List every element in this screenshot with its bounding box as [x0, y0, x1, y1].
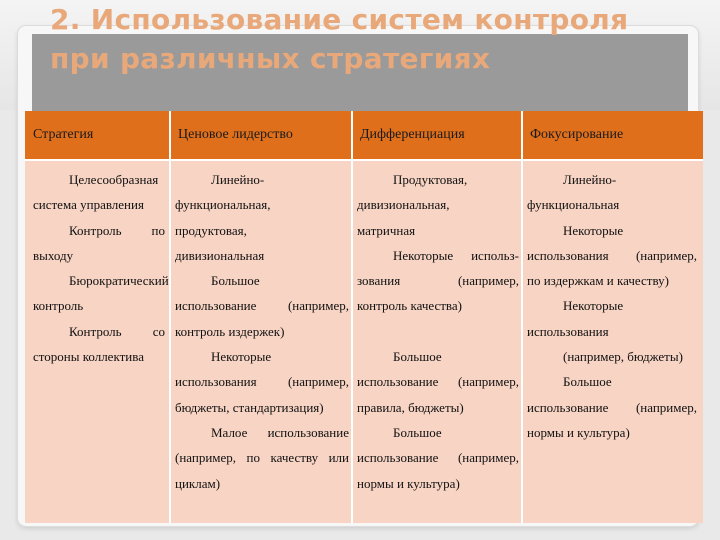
table-line: бюджеты, стандартизация): [175, 399, 324, 415]
table-line: контроль качества): [357, 298, 462, 314]
table-line: [357, 319, 519, 344]
table-line: нормы и культура): [357, 475, 460, 491]
table-line: Контроль со: [69, 323, 165, 339]
table-line: циклам): [175, 475, 221, 491]
cell-focusing: [527, 159, 697, 445]
column-divider: [521, 111, 523, 523]
table-line: по издержкам и качеству): [527, 273, 669, 289]
header-focusing: Фокусирование: [522, 111, 703, 159]
table-line: зования (например,: [357, 273, 519, 289]
table-line: продуктовая,: [175, 222, 247, 238]
column-divider: [351, 111, 353, 523]
table-line: использование (например,: [175, 298, 349, 314]
table-line: использование (например,: [527, 399, 697, 415]
table-line: Некоторые: [563, 222, 624, 238]
table-line: Большое: [563, 374, 612, 390]
table-line: использования (например,: [175, 374, 349, 390]
cell-strategy: [33, 159, 169, 369]
table-line: Некоторые: [211, 349, 272, 365]
table-line: правила, бюджеты): [357, 399, 464, 415]
table-line: выходу: [33, 247, 74, 263]
table-line: функциональная,: [175, 197, 271, 213]
table-line: Некоторые: [563, 298, 624, 314]
table-line: контроль: [33, 298, 84, 314]
table-line: Продуктовая,: [393, 172, 468, 187]
table-line: использования: [527, 323, 609, 339]
slide-title: 2. Использование систем контроля при различных стратегиях: [50, 3, 629, 75]
table-line: Контроль по: [69, 222, 165, 238]
table-line: (например, бюджеты): [563, 349, 683, 365]
table-line: контроль издержек): [175, 323, 285, 339]
table-line: Бюрократический: [69, 273, 169, 289]
table-line: дивизиональная,: [357, 197, 450, 213]
table-line: стороны коллектива: [33, 349, 144, 365]
table-line: нормы и культура): [527, 424, 630, 440]
table-line: система управления: [33, 197, 144, 213]
table-line: Линейно-: [563, 172, 617, 187]
table-line: Целесообразная: [69, 172, 159, 187]
table-line: Линейно-: [211, 172, 265, 187]
table-line: Малое использование: [211, 424, 349, 440]
table-line: дивизиональная: [175, 247, 265, 263]
header-strategy: Стратегия: [25, 111, 170, 159]
strategy-control-table: [25, 111, 703, 523]
table-line: функциональная: [527, 197, 620, 213]
table-line: использования (например,: [527, 247, 697, 263]
table-line: использование (например,: [357, 374, 519, 390]
header-cost-leadership: Ценовое лидерство: [170, 111, 352, 159]
table-line: Большое: [393, 349, 442, 365]
table-line: (например, по качеству или: [175, 450, 349, 466]
header-differentiation: Дифференциация: [352, 111, 522, 159]
table-line: матричная: [357, 222, 416, 238]
column-divider: [169, 111, 171, 523]
table-line: Некоторые использ-: [393, 247, 519, 263]
cell-differentiation: [357, 159, 519, 496]
cell-cost-leadership: [175, 159, 349, 496]
table-line: использование (например,: [357, 450, 519, 466]
table-line: Большое: [211, 273, 260, 289]
table-line: Большое: [393, 424, 442, 440]
